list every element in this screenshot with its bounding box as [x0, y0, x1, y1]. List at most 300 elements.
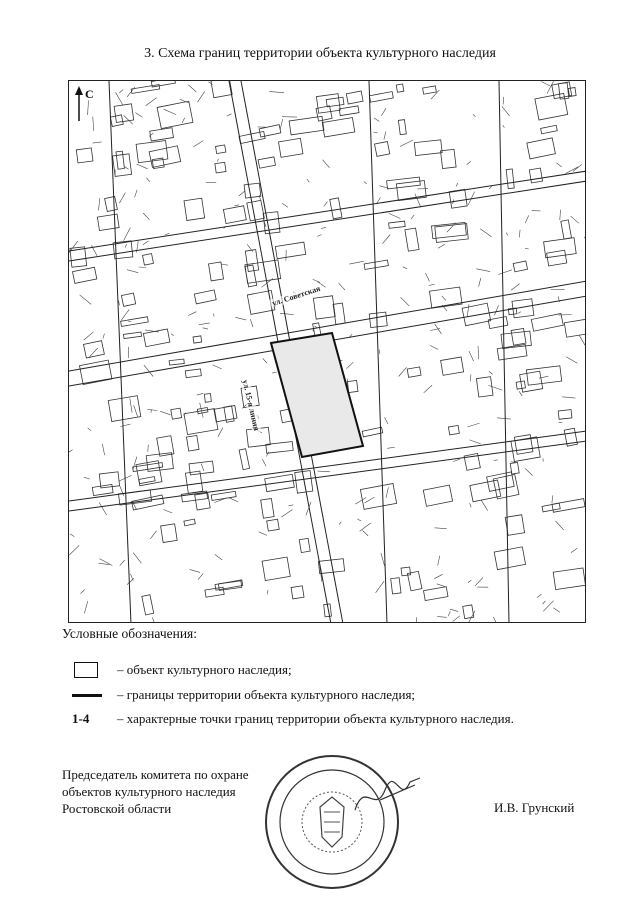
building-outline — [116, 151, 124, 169]
building-outline — [564, 318, 586, 337]
map-detail-line — [218, 428, 223, 437]
map-detail-line — [215, 554, 222, 560]
map-detail-line — [525, 215, 529, 223]
map-detail-line — [165, 233, 170, 235]
map-detail-line — [127, 270, 138, 273]
building-outline — [171, 408, 182, 419]
building-outline — [244, 183, 261, 198]
map-detail-line — [121, 309, 129, 320]
building-outline — [275, 242, 305, 259]
map-detail-line — [364, 182, 367, 184]
building-outline — [84, 341, 105, 358]
map-detail-line — [146, 98, 157, 106]
map-detail-line — [562, 397, 575, 398]
building-outline — [295, 471, 313, 494]
map-detail-line — [360, 523, 371, 531]
map-detail-line — [214, 498, 227, 503]
map-detail-line — [384, 132, 386, 140]
map-detail-line — [80, 590, 84, 594]
map-detail-line — [493, 617, 498, 623]
map-detail-line — [519, 391, 522, 396]
map-detail-line — [208, 82, 212, 85]
map-detail-line — [93, 117, 94, 131]
map-detail-line — [214, 313, 215, 316]
building-outline — [520, 371, 543, 392]
map-detail-line — [120, 424, 130, 426]
map-detail-line — [288, 505, 293, 506]
map-detail-line — [494, 460, 498, 461]
map-detail-line — [280, 313, 294, 314]
map-detail-line — [130, 398, 132, 412]
building-outline — [553, 568, 585, 590]
map-detail-line — [239, 191, 246, 197]
map-detail-line — [84, 601, 87, 613]
map-detail-line — [93, 142, 102, 143]
map-detail-line — [125, 167, 129, 170]
map-detail-line — [498, 270, 512, 275]
map-detail-line — [139, 267, 146, 268]
map-detail-line — [229, 498, 238, 502]
map-detail-line — [541, 82, 550, 87]
building-outline — [108, 396, 141, 422]
map-detail-line — [502, 106, 510, 116]
building-outline — [364, 260, 388, 269]
map-detail-line — [468, 580, 471, 582]
building-outline — [114, 104, 134, 123]
building-outline — [184, 409, 218, 435]
building-outline — [184, 198, 205, 220]
building-outline — [139, 477, 155, 484]
legend-text-symbol: 1-4 — [72, 711, 90, 726]
heritage-boundary — [271, 333, 363, 457]
building-outline — [369, 312, 387, 328]
map-detail-line — [382, 235, 390, 244]
map-detail-line — [467, 304, 469, 316]
legend-text: – границы территории объекта культурного наследия; — [117, 687, 416, 702]
map-detail-line — [453, 616, 460, 622]
building-outline — [291, 586, 304, 599]
map-detail-line — [437, 584, 445, 587]
map-detail-line — [163, 510, 172, 514]
map-detail-line — [543, 601, 553, 612]
map-detail-line — [164, 109, 176, 114]
map-detail-line — [424, 385, 432, 393]
building-outline — [73, 267, 97, 283]
map-detail-line — [321, 227, 326, 228]
map-drawing — [69, 81, 586, 623]
map-detail-line — [489, 186, 492, 189]
map-detail-line — [467, 423, 479, 427]
building-outline — [157, 101, 193, 128]
building-outline — [369, 92, 393, 103]
map-detail-line — [143, 213, 149, 220]
map-detail-line — [470, 440, 481, 444]
map-detail-line — [131, 574, 134, 581]
map-detail-line — [543, 601, 546, 604]
building-outline — [414, 140, 442, 156]
map-detail-line — [437, 617, 447, 618]
map-detail-line — [415, 194, 421, 208]
building-outline — [441, 149, 457, 168]
map-detail-line — [194, 141, 204, 147]
building-outline — [142, 595, 154, 615]
building-outline — [494, 547, 525, 570]
map-detail-line — [442, 296, 446, 301]
north-arrow-icon — [75, 86, 83, 121]
page-title: 3. Схема границ территории объекта культурного наследия — [144, 46, 496, 61]
map-detail-line — [376, 581, 385, 593]
map-detail-line — [450, 609, 458, 611]
building-outline — [362, 427, 383, 437]
building-outline — [396, 181, 426, 201]
map-detail-line — [213, 365, 222, 369]
building-outline — [531, 313, 563, 331]
map-detail-line — [476, 269, 490, 272]
building-outline — [558, 410, 572, 420]
building-outline — [151, 81, 175, 87]
map-detail-line — [134, 405, 138, 417]
map-detail-line — [262, 459, 266, 466]
map-detail-line — [198, 91, 205, 102]
map-detail-line — [339, 522, 341, 525]
map-detail-line — [401, 297, 410, 306]
map-detail-line — [559, 315, 572, 316]
map-detail-line — [182, 118, 185, 123]
building-outline — [209, 262, 224, 281]
map-detail-line — [584, 237, 586, 249]
building-outline — [430, 287, 463, 308]
map-detail-line — [99, 198, 100, 210]
legend-item-points — [72, 709, 514, 729]
map-detail-line — [438, 556, 440, 566]
map-detail-line — [503, 125, 505, 128]
building-outline — [189, 461, 214, 475]
building-outline — [424, 587, 448, 601]
building-outline — [339, 106, 359, 116]
map-detail-line — [400, 140, 413, 147]
map-detail-line — [200, 403, 203, 418]
map-detail-line — [124, 115, 133, 124]
map-detail-line — [560, 210, 561, 220]
signatory-line: Ростовской области — [62, 801, 172, 816]
map-detail-line — [135, 113, 142, 118]
map-detail-line — [467, 161, 471, 164]
building-outline — [401, 567, 411, 576]
handwritten-signature — [350, 770, 430, 820]
map-detail-line — [475, 578, 483, 586]
map-detail-line — [197, 393, 204, 395]
map-detail-line — [506, 233, 508, 236]
map-detail-line — [552, 495, 553, 503]
building-outline — [526, 366, 561, 385]
building-outline — [423, 485, 452, 506]
map-detail-line — [250, 319, 253, 327]
map-detail-line — [571, 216, 579, 223]
map-detail-line — [144, 365, 153, 376]
map-detail-line — [470, 503, 472, 507]
map-detail-line — [171, 334, 174, 336]
map-detail-line — [386, 487, 388, 498]
map-detail-line — [147, 409, 157, 410]
map-detail-line — [566, 357, 577, 364]
map-detail-line — [456, 183, 457, 187]
building-outline — [299, 538, 310, 552]
building-outline — [389, 221, 406, 228]
building-outline — [193, 336, 202, 343]
map-detail-line — [438, 244, 445, 248]
map-detail-line — [152, 618, 155, 624]
map-detail-line — [434, 574, 442, 578]
map-detail-line — [125, 244, 126, 248]
building-outline — [529, 168, 542, 183]
map-detail-line — [217, 159, 218, 162]
building-outline — [185, 369, 201, 378]
building-outline — [184, 519, 195, 526]
map-detail-line — [137, 164, 148, 169]
building-outline — [561, 220, 572, 239]
building-outline — [407, 571, 422, 591]
map-detail-line — [102, 444, 104, 455]
map-detail-line — [379, 350, 380, 354]
building-outline — [132, 495, 164, 510]
map-detail-line — [365, 497, 375, 503]
map-detail-line — [235, 205, 239, 206]
building-outline — [247, 200, 265, 221]
map-detail-line — [203, 328, 208, 329]
map-detail-line — [339, 283, 345, 290]
map-detail-line — [494, 305, 498, 315]
building-outline — [552, 499, 585, 513]
map-detail-line — [201, 464, 204, 472]
map-detail-line — [148, 445, 149, 452]
map-detail-line — [387, 447, 394, 448]
map-detail-line — [469, 611, 476, 623]
map-detail-line — [69, 545, 79, 555]
map-detail-line — [150, 531, 156, 539]
map-detail-line — [537, 594, 542, 598]
signatory-title — [62, 766, 249, 817]
map-detail-line — [135, 190, 138, 197]
map-detail-line — [553, 608, 559, 613]
building-outline — [150, 128, 174, 141]
building-outline — [259, 125, 281, 137]
legend-text: – характерные точки границ территории объекта культурного наследия. — [117, 711, 514, 726]
map-detail-line — [573, 164, 582, 171]
map-detail-line — [411, 215, 414, 219]
map-detail-line — [429, 284, 435, 285]
building-outline — [462, 303, 491, 326]
map-detail-line — [119, 90, 123, 93]
map-detail-line — [269, 91, 284, 92]
map-detail-line — [143, 241, 149, 245]
legend-line-symbol — [72, 694, 102, 697]
building-outline — [223, 206, 246, 224]
building-outline — [289, 116, 324, 135]
map-detail-line — [399, 367, 407, 376]
map-detail-line — [518, 312, 521, 314]
building-outline — [161, 524, 178, 543]
map-detail-line — [160, 411, 170, 415]
map-detail-line — [235, 317, 246, 320]
building-outline — [97, 214, 119, 230]
map-detail-line — [381, 553, 385, 566]
map-detail-line — [473, 114, 476, 116]
building-outline — [326, 97, 344, 107]
building-outline — [423, 86, 437, 94]
building-outline — [398, 120, 406, 135]
map-detail-line — [133, 553, 141, 564]
street-label-15-liniya: ул. 15-я линия — [240, 378, 262, 432]
map-detail-line — [323, 160, 330, 168]
map-detail-line — [80, 295, 92, 305]
building-outline — [267, 519, 280, 531]
map-detail-line — [188, 85, 196, 92]
map-detail-line — [511, 462, 516, 463]
map-detail-line — [84, 332, 94, 340]
building-outline — [544, 238, 577, 258]
map-detail-line — [70, 534, 74, 537]
building-outline — [245, 250, 258, 272]
north-label: С — [85, 87, 94, 101]
building-outline — [195, 493, 210, 510]
building-outline — [330, 198, 342, 219]
map-detail-line — [431, 90, 440, 99]
building-outline — [110, 115, 123, 127]
building-outline — [316, 94, 340, 114]
building-outline — [435, 224, 468, 243]
signatory-line: объектов культурного наследия — [62, 784, 236, 799]
building-outline — [215, 162, 226, 173]
legend-title: Условные обозначения: — [62, 626, 198, 641]
map-detail-line — [307, 179, 309, 182]
map-detail-line — [313, 279, 320, 282]
map-detail-line — [190, 569, 200, 572]
map-detail-line — [362, 530, 368, 536]
map-detail-line — [349, 261, 364, 264]
building-outline — [131, 85, 160, 94]
map-detail-line — [479, 278, 481, 287]
map-detail-line — [374, 118, 379, 121]
map-detail-line — [488, 385, 502, 390]
map-detail-line — [481, 500, 488, 510]
street-label-sovetskaya: ул. Советская — [270, 283, 322, 308]
map-detail-line — [69, 450, 73, 454]
building-outline — [470, 480, 501, 502]
map-detail-line — [124, 228, 131, 241]
map-detail-line — [84, 477, 90, 479]
map-detail-line — [389, 213, 401, 218]
map-detail-line — [119, 301, 120, 306]
building-outline — [143, 254, 154, 266]
map-detail-line — [263, 358, 267, 363]
building-outline — [542, 503, 560, 512]
building-outline — [313, 296, 335, 319]
map-detail-line — [146, 178, 149, 182]
building-outline — [261, 498, 274, 518]
building-outline — [322, 118, 355, 137]
map-detail-line — [281, 510, 292, 518]
building-outline — [448, 425, 459, 434]
building-outline — [92, 484, 113, 495]
map-detail-line — [357, 519, 361, 521]
building-outline — [279, 138, 303, 157]
building-outline — [124, 332, 142, 338]
map-detail-line — [119, 193, 125, 204]
map-detail-line — [324, 202, 328, 207]
map-detail-line — [478, 346, 479, 359]
building-outline — [488, 317, 508, 329]
map-detail-line — [497, 418, 511, 419]
map-detail-line — [579, 335, 586, 347]
map-detail-line — [381, 108, 386, 116]
building-outline — [194, 290, 216, 304]
map-detail-line — [403, 267, 407, 269]
map-detail-line — [385, 417, 389, 424]
building-outline — [204, 394, 211, 403]
signatory-line: Председатель комитета по охране — [62, 767, 249, 782]
map-detail-line — [571, 548, 577, 552]
legend-text: – объект культурного наследия; — [117, 662, 292, 677]
map-detail-line — [127, 87, 135, 97]
map-detail-line — [88, 428, 91, 431]
legend-item-boundary — [72, 685, 415, 705]
building-outline — [121, 317, 149, 327]
map-detail-line — [317, 235, 321, 237]
building-outline — [205, 587, 224, 597]
building-outline — [121, 293, 135, 306]
map-detail-line — [259, 532, 267, 536]
building-outline — [105, 196, 118, 211]
map-detail-line — [221, 264, 228, 265]
map-detail-line — [198, 574, 203, 580]
building-outline — [346, 91, 363, 104]
building-outline — [541, 125, 558, 133]
cadastral-map[interactable] — [68, 80, 586, 623]
map-detail-line — [280, 119, 283, 130]
map-detail-line — [88, 100, 89, 115]
building-outline — [441, 357, 464, 375]
map-detail-line — [374, 132, 378, 133]
building-outline — [513, 261, 527, 272]
building-outline — [391, 578, 401, 594]
building-outline — [239, 449, 250, 470]
map-detail-line — [448, 611, 450, 616]
building-outline — [511, 328, 526, 345]
map-detail-line — [103, 334, 104, 339]
building-outline — [547, 250, 567, 266]
building-outline — [527, 138, 556, 159]
map-detail-line — [272, 372, 277, 373]
map-detail-line — [525, 248, 529, 249]
building-outline — [187, 435, 199, 451]
map-detail-line — [116, 92, 123, 105]
map-detail-line — [188, 312, 196, 316]
building-outline — [405, 228, 419, 251]
building-outline — [497, 344, 527, 360]
building-outline — [262, 557, 290, 581]
map-detail-line — [347, 362, 354, 369]
map-detail-line — [435, 528, 447, 529]
building-outline — [505, 515, 524, 536]
map-detail-line — [556, 521, 564, 530]
map-detail-line — [99, 502, 107, 515]
map-detail-line — [557, 163, 562, 167]
legend-box-symbol — [74, 662, 98, 678]
map-detail-line — [282, 203, 288, 207]
map-detail-line — [318, 471, 331, 472]
map-detail-line — [227, 114, 232, 116]
map-detail-line — [199, 323, 210, 325]
